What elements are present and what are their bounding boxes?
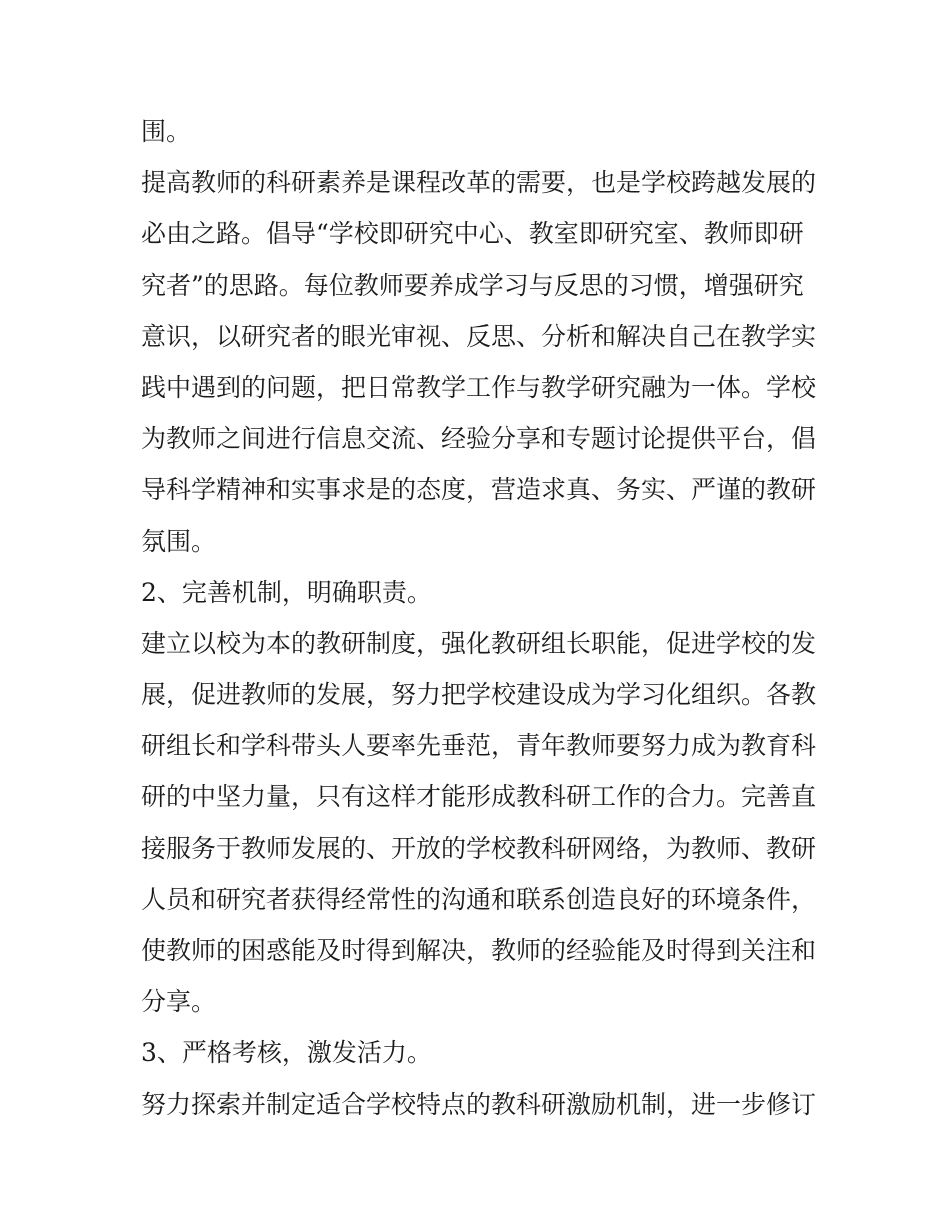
text-line: 研组长和学科带头人要率先垂范，青年教师要努力成为教育科 [141,731,817,761]
document-body [141,106,821,1130]
text-line: 意识，以研究者的眼光审视、反思、分析和解决自己在教学实 [141,321,817,351]
text-line: 人员和研究者获得经常性的沟通和联系创造良好的环境条件， [141,884,817,914]
text-line: 研的中坚力量，只有这样才能形成教科研工作的合力。完善直 [141,782,817,812]
text-line: 建立以校为本的教研制度，强化教研组长职能，促进学校的发 [141,628,817,658]
text-line: 践中遇到的问题，把日常教学工作与教学研究融为一体。学校 [141,372,817,402]
text-line: 提高教师的科研素养是课程改革的需要，也是学校跨越发展的 [141,168,817,198]
text-line: 使教师的困惑能及时得到解决，教师的经验能及时得到关注和 [141,936,817,965]
text-line: 为教师之间进行信息交流、经验分享和专题讨论提供平台，倡 [141,424,817,454]
text-line: 导科学精神和实事求是的态度，营造求真、务实、严谨的教研 [141,475,817,505]
text-line: 必由之路。倡导“学校即研究中心、教室即研究室、教师即研 [141,219,804,249]
section-heading: 3、严格考核，激发活力。 [141,1038,432,1068]
section-heading: 2、完善机制，明确职责。 [141,577,432,607]
text-line: 氛围。 [141,526,217,556]
text-line: 接服务于教师发展的、开放的学校教科研网络，为教师、教研 [141,833,817,863]
text-line: 努力探索并制定适合学校特点的教科研激励机制，进一步修订 [141,1089,817,1119]
text-line: 究者”的思路。每位教师要养成学习与反思的习惯，增强研究 [141,270,804,300]
text-line: 展，促进教师的发展，努力把学校建设成为学习化组织。各教 [141,680,817,710]
text-line: 围。 [141,117,192,146]
text-line: 分享。 [141,987,217,1017]
